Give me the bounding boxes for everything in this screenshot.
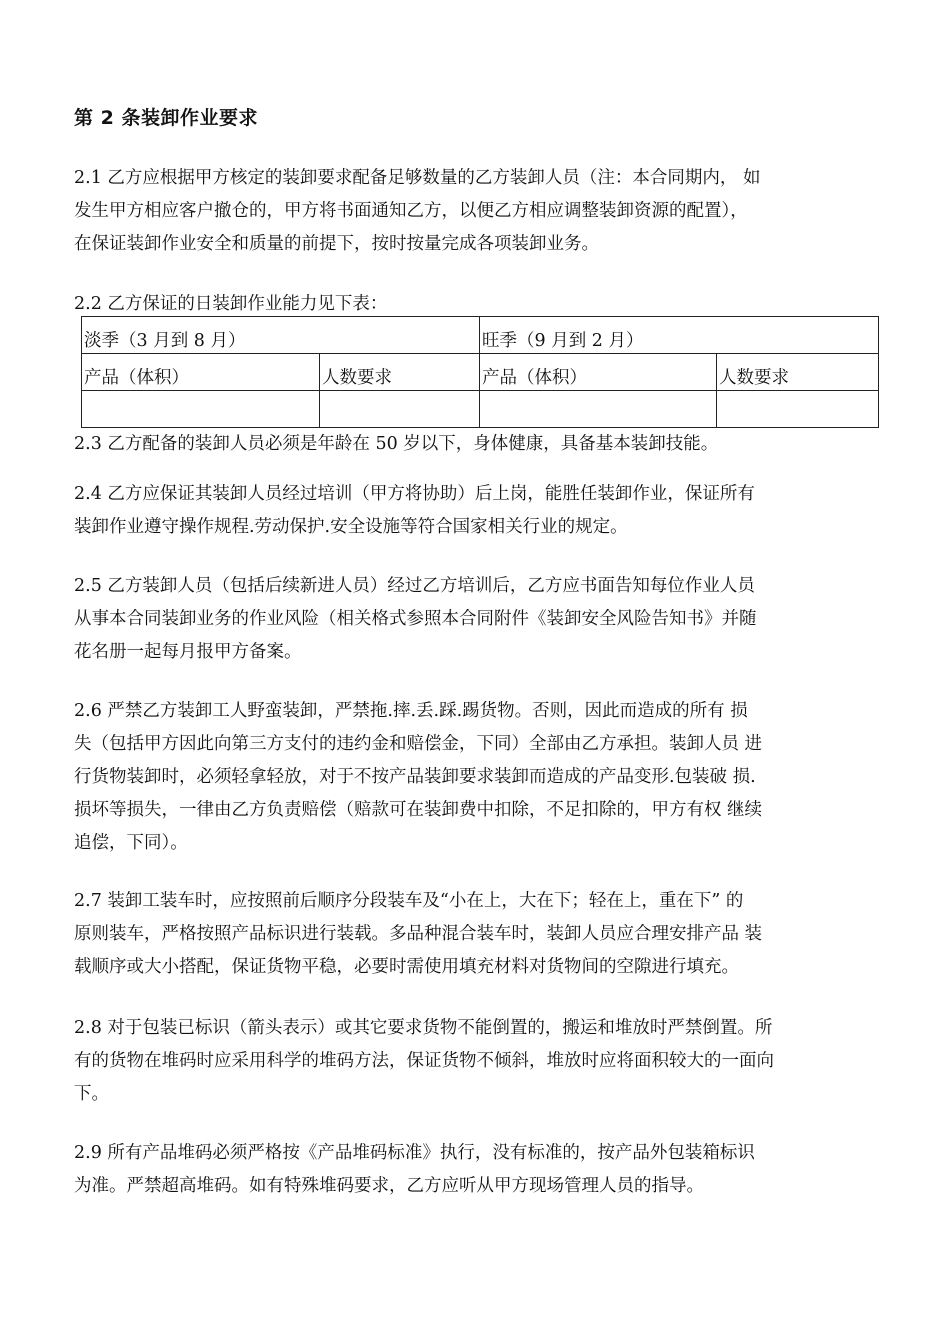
clause-line: 2.7 装卸工装车时，应按照前后顺序分段装车及“小在上，大在下；轻在上，重在下” 的 [74, 891, 744, 911]
table-row [82, 354, 879, 391]
clause-line: 载顺序或大小搭配，保证货物平稳，必要时需使用填充材料对货物间的空隙进行填充。 [74, 957, 739, 977]
clause-line: 花名册一起每月报甲方备案。 [74, 642, 302, 662]
clause-line: 2.3 乙方配备的装卸人员必须是年龄在 50 岁以下，身体健康，具备基本装卸技能。 [74, 434, 719, 454]
table-row [82, 391, 879, 428]
clause-line: 行货物装卸时，必须轻拿轻放，对于不按产品装卸要求装卸而造成的产品变形.包装破 损. [74, 767, 756, 787]
clause-2-1 [74, 162, 889, 261]
table-cell [480, 391, 717, 428]
column-header-product: 产品（体积） [480, 354, 717, 391]
clause-line: 2.6 严禁乙方装卸工人野蛮装卸，严禁拖.摔.丢.踩.踢货物。否则，因此而造成的所有 损 [74, 701, 748, 721]
clause-line: 从事本合同装卸业务的作业风险（相关格式参照本合同附件《装卸安全风险告知书》并随 [74, 609, 757, 629]
clause-2-8 [74, 1012, 889, 1111]
clause-line: 2.1 乙方应根据甲方核定的装卸要求配备足够数量的乙方装卸人员（注：本合同期内， 如 [74, 168, 761, 188]
clause-line: 追偿，下同）。 [74, 833, 188, 853]
clause-line: 下。 [74, 1084, 109, 1104]
clause-line: 2.5 乙方装卸人员（包括后续新进人员）经过乙方培训后，乙方应书面告知每位作业人员 [74, 576, 755, 596]
clause-line: 2.8 对于包装已标识（箭头表示）或其它要求货物不能倒置的，搬运和堆放时严禁倒置。所 [74, 1018, 773, 1038]
clause-2-4 [74, 478, 889, 544]
clause-line: 2.9 所有产品堆码必须严格按《产品堆码标准》执行，没有标准的，按产品外包装箱标识 [74, 1143, 755, 1163]
clause-line: 损坏等损失，一律由乙方负责赔偿（赔款可在装卸费中扣除，不足扣除的，甲方有权 继续 [74, 800, 763, 820]
clause-line: 2.2 乙方保证的日装卸作业能力见下表： [74, 294, 388, 314]
clause-line: 为准。严禁超高堆码。如有特殊堆码要求，乙方应听从甲方现场管理人员的指导。 [74, 1176, 704, 1196]
clause-2-3 [74, 428, 889, 461]
section-heading: 第 2 条装卸作业要求 [74, 107, 258, 129]
clause-2-7 [74, 885, 889, 984]
clause-2-2 [74, 290, 889, 318]
clause-2-9 [74, 1137, 889, 1203]
table-row [82, 317, 879, 354]
table-cell [320, 391, 480, 428]
clause-line: 在保证装卸作业安全和质量的前提下，按时按量完成各项装卸业务。 [74, 234, 599, 254]
clause-line: 装卸作业遵守操作规程.劳动保护.安全设施等符合国家相关行业的规定。 [74, 517, 628, 537]
clause-line: 2.4 乙方应保证其装卸人员经过培训（甲方将协助）后上岗，能胜任装卸作业，保证所有 [74, 484, 755, 504]
clause-line: 发生甲方相应客户撤仓的，甲方将书面通知乙方，以便乙方相应调整装卸资源的配置）， [74, 201, 748, 221]
table-cell [717, 391, 879, 428]
column-header-product: 产品（体积） [82, 354, 320, 391]
clause-line: 原则装车，严格按照产品标识进行装载。多品种混合装车时，装卸人员应合理安排产品 装 [74, 924, 763, 944]
peak-season-header: 旺季（9 月到 2 月） [480, 317, 879, 354]
clause-2-5 [74, 570, 889, 669]
column-header-headcount: 人数要求 [717, 354, 879, 391]
column-header-headcount: 人数要求 [320, 354, 480, 391]
clause-line: 有的货物在堆码时应采用科学的堆码方法，保证货物不倾斜，堆放时应将面积较大的一面向 [74, 1051, 774, 1071]
clause-2-6 [74, 695, 889, 860]
capacity-table [81, 316, 879, 428]
table-cell [82, 391, 320, 428]
clause-line: 失（包括甲方因此向第三方支付的违约金和赔偿金，下同）全部由乙方承担。装卸人员 进 [74, 734, 763, 754]
off-season-header: 淡季（3 月到 8 月） [82, 317, 480, 354]
